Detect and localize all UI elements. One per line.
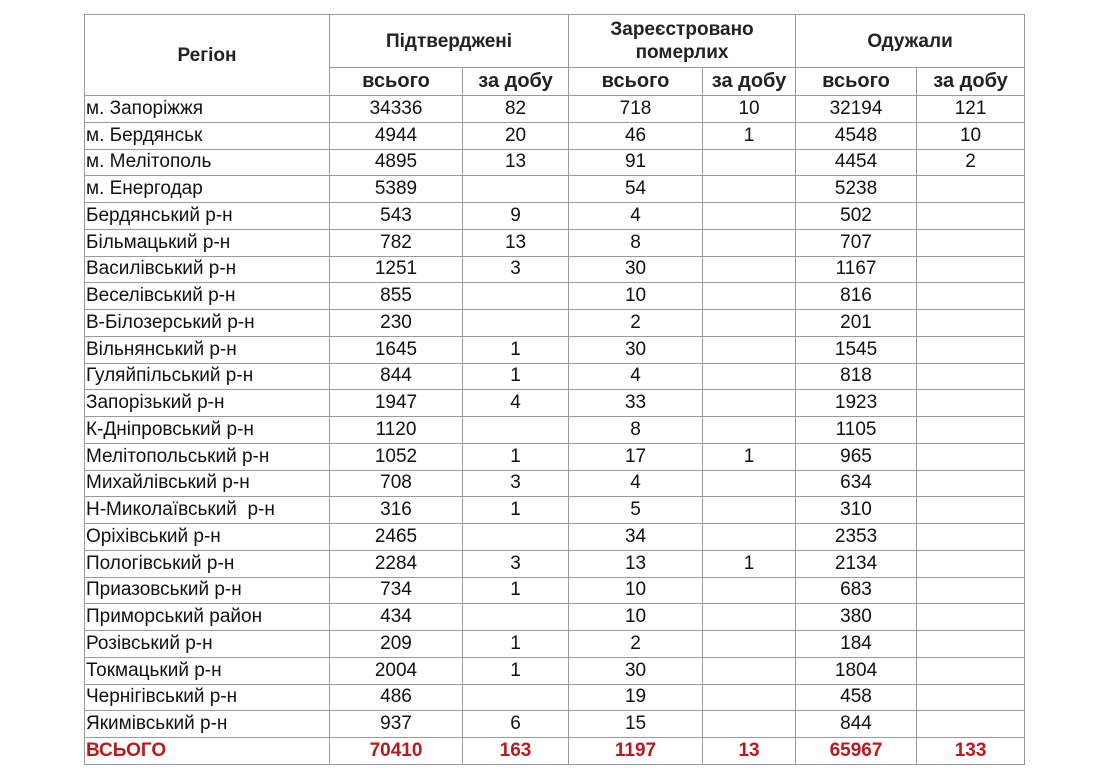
totals-confirmed-total-cell: 70410 — [330, 738, 463, 765]
table-row — [85, 524, 1025, 551]
deaths-day-cell — [703, 604, 796, 631]
region-cell: Мелітопольський р-н — [85, 443, 330, 470]
confirmed-header: Підтверджені — [330, 15, 569, 68]
table-row — [85, 470, 1025, 497]
deaths-day-cell — [703, 684, 796, 711]
recovered-total-header: всього — [796, 68, 917, 96]
recovered-day-cell — [917, 229, 1025, 256]
recovered-total-cell: 816 — [796, 283, 917, 310]
recovered-day-cell — [917, 283, 1025, 310]
recovered-day-cell — [917, 363, 1025, 390]
confirmed-total-header: всього — [330, 68, 463, 96]
table-row — [85, 657, 1025, 684]
confirmed-total-cell: 434 — [330, 604, 463, 631]
recovered-total-cell: 818 — [796, 363, 917, 390]
deaths-total-cell: 30 — [569, 657, 703, 684]
recovered-day-cell — [917, 604, 1025, 631]
table-row — [85, 390, 1025, 417]
region-cell: Веселівський р-н — [85, 283, 330, 310]
recovered-day-cell — [917, 577, 1025, 604]
recovered-day-cell — [917, 631, 1025, 658]
deaths-day-cell — [703, 336, 796, 363]
region-cell: В-Білозерський р-н — [85, 310, 330, 337]
deaths-total-cell: 33 — [569, 390, 703, 417]
table-row — [85, 550, 1025, 577]
confirmed-day-cell: 1 — [463, 336, 569, 363]
recovered-day-cell — [917, 550, 1025, 577]
deaths-total-cell: 4 — [569, 203, 703, 230]
confirmed-day-cell: 1 — [463, 631, 569, 658]
confirmed-total-cell: 1052 — [330, 443, 463, 470]
region-cell: Пологівський р-н — [85, 550, 330, 577]
deaths-day-cell — [703, 256, 796, 283]
recovered-day-cell — [917, 684, 1025, 711]
table-row — [85, 417, 1025, 444]
confirmed-total-cell: 734 — [330, 577, 463, 604]
confirmed-total-cell: 1251 — [330, 256, 463, 283]
confirmed-total-cell: 2284 — [330, 550, 463, 577]
table-row — [85, 711, 1025, 738]
recovered-total-cell: 1804 — [796, 657, 917, 684]
confirmed-day-cell — [463, 417, 569, 444]
region-cell: Токмацький р-н — [85, 657, 330, 684]
deaths-total-cell: 46 — [569, 122, 703, 149]
recovered-day-cell — [917, 203, 1025, 230]
deaths-day-cell — [703, 203, 796, 230]
deaths-total-cell: 718 — [569, 96, 703, 123]
confirmed-day-cell: 1 — [463, 657, 569, 684]
confirmed-day-cell: 3 — [463, 550, 569, 577]
confirmed-total-cell: 34336 — [330, 96, 463, 123]
recovered-day-cell — [917, 390, 1025, 417]
recovered-total-cell: 1923 — [796, 390, 917, 417]
deaths-day-cell — [703, 310, 796, 337]
region-cell: Оріхівський р-н — [85, 524, 330, 551]
deaths-day-cell — [703, 283, 796, 310]
recovered-total-cell: 707 — [796, 229, 917, 256]
deaths-total-cell: 8 — [569, 417, 703, 444]
deaths-total-cell: 30 — [569, 256, 703, 283]
confirmed-total-cell: 937 — [330, 711, 463, 738]
deaths-day-cell — [703, 229, 796, 256]
deaths-total-cell: 17 — [569, 443, 703, 470]
recovered-total-cell: 2134 — [796, 550, 917, 577]
deaths-total-cell: 34 — [569, 524, 703, 551]
confirmed-day-cell: 6 — [463, 711, 569, 738]
table-row — [85, 122, 1025, 149]
region-cell: Запорізький р-н — [85, 390, 330, 417]
confirmed-total-cell: 1947 — [330, 390, 463, 417]
region-header: Регіон — [85, 15, 330, 96]
recovered-total-cell: 4548 — [796, 122, 917, 149]
deaths-day-cell — [703, 390, 796, 417]
deaths-day-cell — [703, 577, 796, 604]
totals-row — [85, 738, 1025, 765]
region-cell: м. Мелітополь — [85, 149, 330, 176]
deaths-header: Зареєстровано померлих — [569, 15, 796, 68]
deaths-day-cell — [703, 711, 796, 738]
region-cell: Михайлівський р-н — [85, 470, 330, 497]
confirmed-total-cell: 543 — [330, 203, 463, 230]
deaths-day-cell: 1 — [703, 122, 796, 149]
confirmed-day-cell: 82 — [463, 96, 569, 123]
confirmed-day-cell: 13 — [463, 149, 569, 176]
region-cell: Н-Миколаївський р-н — [85, 497, 330, 524]
recovered-total-cell: 1167 — [796, 256, 917, 283]
deaths-day-cell: 10 — [703, 96, 796, 123]
recovered-total-cell: 201 — [796, 310, 917, 337]
region-cell: Бердянський р-н — [85, 203, 330, 230]
recovered-day-cell — [917, 176, 1025, 203]
deaths-day-cell — [703, 417, 796, 444]
table-row — [85, 203, 1025, 230]
recovered-total-cell: 380 — [796, 604, 917, 631]
recovered-total-cell: 184 — [796, 631, 917, 658]
confirmed-day-cell: 4 — [463, 390, 569, 417]
covid-statistics-table — [84, 14, 1025, 765]
deaths-total-cell: 91 — [569, 149, 703, 176]
recovered-day-cell — [917, 657, 1025, 684]
table-row — [85, 310, 1025, 337]
deaths-total-header: всього — [569, 68, 703, 96]
confirmed-day-cell: 3 — [463, 256, 569, 283]
confirmed-day-cell: 1 — [463, 443, 569, 470]
confirmed-total-cell: 1645 — [330, 336, 463, 363]
recovered-total-cell: 458 — [796, 684, 917, 711]
recovered-total-cell: 32194 — [796, 96, 917, 123]
totals-recovered-total-cell: 65967 — [796, 738, 917, 765]
region-cell: Чернігівський р-н — [85, 684, 330, 711]
recovered-total-cell: 310 — [796, 497, 917, 524]
recovered-day-header: за добу — [917, 68, 1025, 96]
confirmed-day-cell: 1 — [463, 363, 569, 390]
recovered-total-cell: 634 — [796, 470, 917, 497]
confirmed-day-cell: 13 — [463, 229, 569, 256]
recovered-day-cell — [917, 417, 1025, 444]
deaths-day-cell — [703, 657, 796, 684]
confirmed-day-cell — [463, 524, 569, 551]
recovered-day-cell — [917, 443, 1025, 470]
recovered-header: Одужали — [796, 15, 1025, 68]
region-cell: Якимівський р-н — [85, 711, 330, 738]
table-row — [85, 229, 1025, 256]
region-cell: Василівський р-н — [85, 256, 330, 283]
table-row — [85, 336, 1025, 363]
recovered-day-cell — [917, 336, 1025, 363]
confirmed-total-cell: 5389 — [330, 176, 463, 203]
confirmed-total-cell: 855 — [330, 283, 463, 310]
deaths-day-header: за добу — [703, 68, 796, 96]
table-row — [85, 96, 1025, 123]
table-row — [85, 176, 1025, 203]
totals-confirmed-day-cell: 163 — [463, 738, 569, 765]
region-cell: Гуляйпільський р-н — [85, 363, 330, 390]
deaths-total-cell: 8 — [569, 229, 703, 256]
deaths-day-cell — [703, 363, 796, 390]
table-row — [85, 283, 1025, 310]
confirmed-day-cell — [463, 684, 569, 711]
deaths-total-cell: 30 — [569, 336, 703, 363]
deaths-total-cell: 19 — [569, 684, 703, 711]
deaths-total-cell: 4 — [569, 363, 703, 390]
table-row — [85, 256, 1025, 283]
confirmed-day-cell — [463, 176, 569, 203]
recovered-total-cell: 965 — [796, 443, 917, 470]
recovered-total-cell: 1105 — [796, 417, 917, 444]
confirmed-day-cell: 20 — [463, 122, 569, 149]
recovered-total-cell: 4454 — [796, 149, 917, 176]
region-cell: К-Дніпровський р-н — [85, 417, 330, 444]
table-row — [85, 363, 1025, 390]
table-row — [85, 149, 1025, 176]
recovered-total-cell: 683 — [796, 577, 917, 604]
region-cell: Приморський район — [85, 604, 330, 631]
table-row — [85, 604, 1025, 631]
totals-deaths-day-cell: 13 — [703, 738, 796, 765]
confirmed-total-cell: 708 — [330, 470, 463, 497]
confirmed-total-cell: 2465 — [330, 524, 463, 551]
region-cell: м. Запоріжжя — [85, 96, 330, 123]
confirmed-total-cell: 4895 — [330, 149, 463, 176]
deaths-total-cell: 10 — [569, 577, 703, 604]
recovered-day-cell — [917, 256, 1025, 283]
deaths-total-cell: 15 — [569, 711, 703, 738]
recovered-day-cell — [917, 711, 1025, 738]
recovered-day-cell — [917, 497, 1025, 524]
confirmed-total-cell: 4944 — [330, 122, 463, 149]
deaths-total-cell: 10 — [569, 604, 703, 631]
totals-label: ВСЬОГО — [85, 738, 330, 765]
deaths-day-cell: 1 — [703, 550, 796, 577]
totals-recovered-day-cell: 133 — [917, 738, 1025, 765]
confirmed-total-cell: 844 — [330, 363, 463, 390]
recovered-day-cell — [917, 470, 1025, 497]
deaths-total-cell: 10 — [569, 283, 703, 310]
confirmed-total-cell: 782 — [330, 229, 463, 256]
recovered-day-cell: 2 — [917, 149, 1025, 176]
confirmed-day-cell: 3 — [463, 470, 569, 497]
deaths-total-cell: 2 — [569, 310, 703, 337]
deaths-total-cell: 2 — [569, 631, 703, 658]
confirmed-total-cell: 2004 — [330, 657, 463, 684]
confirmed-total-cell: 1120 — [330, 417, 463, 444]
confirmed-total-cell: 230 — [330, 310, 463, 337]
confirmed-day-cell: 9 — [463, 203, 569, 230]
region-cell: Вільнянський р-н — [85, 336, 330, 363]
recovered-day-cell: 10 — [917, 122, 1025, 149]
deaths-day-cell — [703, 631, 796, 658]
deaths-total-cell: 5 — [569, 497, 703, 524]
confirmed-day-cell — [463, 310, 569, 337]
confirmed-total-cell: 486 — [330, 684, 463, 711]
deaths-total-cell: 54 — [569, 176, 703, 203]
confirmed-day-cell — [463, 283, 569, 310]
totals-deaths-total-cell: 1197 — [569, 738, 703, 765]
region-cell: Більмацький р-н — [85, 229, 330, 256]
table-row — [85, 631, 1025, 658]
deaths-total-cell: 13 — [569, 550, 703, 577]
confirmed-day-cell: 1 — [463, 577, 569, 604]
table-row — [85, 684, 1025, 711]
deaths-day-cell: 1 — [703, 443, 796, 470]
confirmed-day-cell — [463, 604, 569, 631]
deaths-day-cell — [703, 524, 796, 551]
region-cell: м. Енергодар — [85, 176, 330, 203]
deaths-day-cell — [703, 497, 796, 524]
region-cell: Приазовський р-н — [85, 577, 330, 604]
recovered-day-cell — [917, 310, 1025, 337]
deaths-total-cell: 4 — [569, 470, 703, 497]
recovered-total-cell: 502 — [796, 203, 917, 230]
recovered-day-cell: 121 — [917, 96, 1025, 123]
recovered-total-cell: 844 — [796, 711, 917, 738]
table-row — [85, 443, 1025, 470]
table-body — [85, 96, 1025, 765]
confirmed-total-cell: 209 — [330, 631, 463, 658]
region-cell: Розівський р-н — [85, 631, 330, 658]
deaths-day-cell — [703, 149, 796, 176]
table-row — [85, 577, 1025, 604]
confirmed-total-cell: 316 — [330, 497, 463, 524]
table-row — [85, 497, 1025, 524]
recovered-total-cell: 2353 — [796, 524, 917, 551]
deaths-day-cell — [703, 176, 796, 203]
confirmed-day-header: за добу — [463, 68, 569, 96]
recovered-day-cell — [917, 524, 1025, 551]
confirmed-day-cell: 1 — [463, 497, 569, 524]
recovered-total-cell: 5238 — [796, 176, 917, 203]
recovered-total-cell: 1545 — [796, 336, 917, 363]
deaths-day-cell — [703, 470, 796, 497]
region-cell: м. Бердянськ — [85, 122, 330, 149]
